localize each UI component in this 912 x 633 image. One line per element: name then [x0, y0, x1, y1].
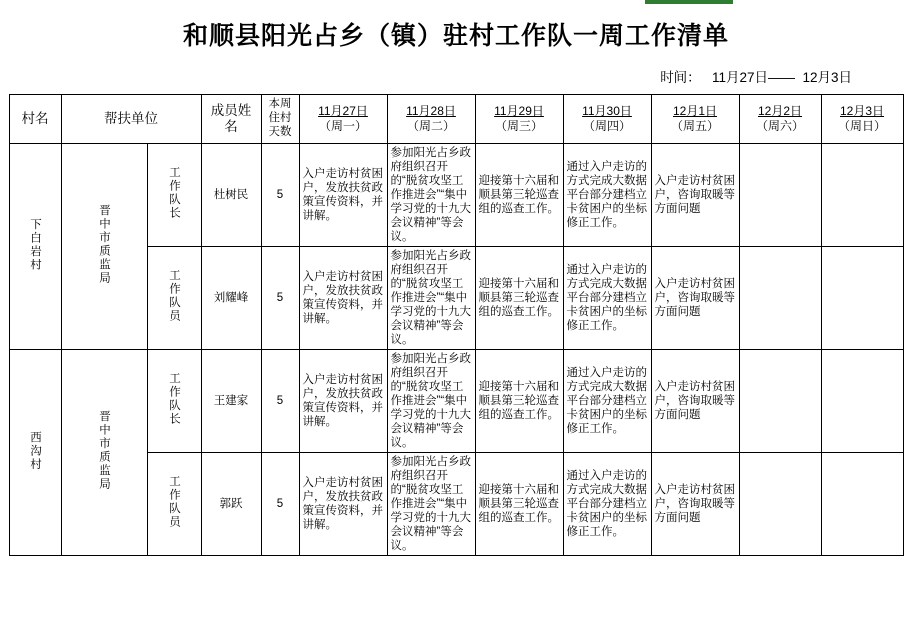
- top-accent-bar: [645, 0, 733, 4]
- role-label: 工作队长: [168, 166, 180, 221]
- cell-role: [147, 350, 201, 453]
- cell-task-tue: 参加阳光占乡政府组织召开的“脱贫攻坚工作推进会”“集中学习党的十九大会议精神”等会议。: [387, 350, 475, 453]
- cell-task-thu: 通过入户走访的方式完成大数据平台部分建档立卡贫困户的坐标修正工作。: [563, 144, 651, 247]
- cell-task-sun: [821, 453, 903, 556]
- cell-role: [147, 453, 201, 556]
- cell-task-thu: 通过入户走访的方式完成大数据平台部分建档立卡贫困户的坐标修正工作。: [563, 247, 651, 350]
- cell-task-tue: 参加阳光占乡政府组织召开的“脱贫攻坚工作推进会”“集中学习党的十九大会议精神”等会议。: [387, 144, 475, 247]
- header-days: 本周住村天数: [261, 95, 299, 144]
- cell-member-name: 刘耀峰: [201, 247, 261, 350]
- table-row: [9, 144, 903, 247]
- cell-task-wed: 迎接第十六届和顺县第三轮巡查组的巡查工作。: [475, 453, 563, 556]
- header-date-1202: [739, 95, 821, 144]
- weekday-label: （周一）: [318, 119, 367, 133]
- cell-member-name: 杜树民: [201, 144, 261, 247]
- work-list-table: [9, 94, 904, 556]
- date-label: 12月2日: [757, 104, 803, 118]
- date-label: 12月3日: [839, 104, 885, 118]
- header-village: 村名: [9, 95, 61, 144]
- cell-role: [147, 144, 201, 247]
- role-label: 工作队长: [168, 372, 180, 427]
- header-date-1201: [651, 95, 739, 144]
- cell-task-sun: [821, 247, 903, 350]
- unit-label: 晋中市质监局: [98, 204, 110, 286]
- header-date-1203: [821, 95, 903, 144]
- cell-task-thu: 通过入户走访的方式完成大数据平台部分建档立卡贫困户的坐标修正工作。: [563, 350, 651, 453]
- header-member: 成员姓名: [201, 95, 261, 144]
- cell-member-name: 郭跃: [201, 453, 261, 556]
- cell-village: [9, 144, 61, 350]
- role-label: 工作队员: [168, 475, 180, 530]
- cell-task-tue: 参加阳光占乡政府组织召开的“脱贫攻坚工作推进会”“集中学习党的十九大会议精神”等会议。: [387, 247, 475, 350]
- cell-task-wed: 迎接第十六届和顺县第三轮巡查组的巡查工作。: [475, 350, 563, 453]
- cell-days: 5: [261, 453, 299, 556]
- cell-task-tue: 参加阳光占乡政府组织召开的“脱贫攻坚工作推进会”“集中学习党的十九大会议精神”等会议。: [387, 453, 475, 556]
- date-label: 11月30日: [582, 104, 632, 118]
- cell-task-mon: 入户走访村贫困户，发放扶贫政策宣传资料，并讲解。: [299, 453, 387, 556]
- date-label: 11月27日: [318, 104, 368, 118]
- cell-task-wed: 迎接第十六届和顺县第三轮巡查组的巡查工作。: [475, 144, 563, 247]
- cell-task-sun: [821, 144, 903, 247]
- cell-days: 5: [261, 144, 299, 247]
- time-range-label: 时间： 11月27日—— 12月3日: [660, 70, 852, 85]
- weekday-label: （周三）: [494, 119, 543, 133]
- cell-task-mon: 入户走访村贫困户，发放扶贫政策宣传资料，并讲解。: [299, 247, 387, 350]
- cell-task-fri: 入户走访村贫困户，咨询取暖等方面问题: [651, 350, 739, 453]
- table-header-row: [9, 95, 903, 144]
- cell-role: [147, 247, 201, 350]
- weekday-label: （周六）: [755, 119, 804, 133]
- date-label: 11月28日: [406, 104, 456, 118]
- date-label: 11月29日: [494, 104, 544, 118]
- village-label: 下白岩村: [29, 217, 41, 272]
- cell-village: [9, 350, 61, 556]
- header-date-1127: [299, 95, 387, 144]
- cell-member-name: 王建家: [201, 350, 261, 453]
- cell-task-sat: [739, 144, 821, 247]
- cell-task-thu: 通过入户走访的方式完成大数据平台部分建档立卡贫困户的坐标修正工作。: [563, 453, 651, 556]
- cell-task-mon: 入户走访村贫困户，发放扶贫政策宣传资料，并讲解。: [299, 350, 387, 453]
- weekday-label: （周四）: [582, 119, 631, 133]
- cell-task-mon: 入户走访村贫困户，发放扶贫政策宣传资料，并讲解。: [299, 144, 387, 247]
- cell-task-fri: 入户走访村贫困户，咨询取暖等方面问题: [651, 247, 739, 350]
- cell-task-sat: [739, 453, 821, 556]
- weekday-label: （周五）: [670, 119, 719, 133]
- village-label: 西沟村: [29, 430, 41, 472]
- cell-task-wed: 迎接第十六届和顺县第三轮巡查组的巡查工作。: [475, 247, 563, 350]
- cell-days: 5: [261, 247, 299, 350]
- header-unit: 帮扶单位: [61, 95, 201, 144]
- cell-task-sat: [739, 350, 821, 453]
- header-date-1130: [563, 95, 651, 144]
- table-row: [9, 350, 903, 453]
- weekday-label: （周日）: [837, 119, 886, 133]
- cell-unit: [61, 144, 147, 350]
- page-title: 和顺县阳光占乡（镇）驻村工作队一周工作清单: [182, 22, 729, 50]
- cell-task-sat: [739, 247, 821, 350]
- cell-task-fri: 入户走访村贫困户，咨询取暖等方面问题: [651, 144, 739, 247]
- unit-label: 晋中市质监局: [98, 410, 110, 492]
- date-label: 12月1日: [672, 104, 718, 118]
- header-date-1129: [475, 95, 563, 144]
- cell-task-fri: 入户走访村贫困户，咨询取暖等方面问题: [651, 453, 739, 556]
- role-label: 工作队员: [168, 269, 180, 324]
- weekday-label: （周二）: [406, 119, 455, 133]
- cell-task-sun: [821, 350, 903, 453]
- cell-days: 5: [261, 350, 299, 453]
- cell-unit: [61, 350, 147, 556]
- header-date-1128: [387, 95, 475, 144]
